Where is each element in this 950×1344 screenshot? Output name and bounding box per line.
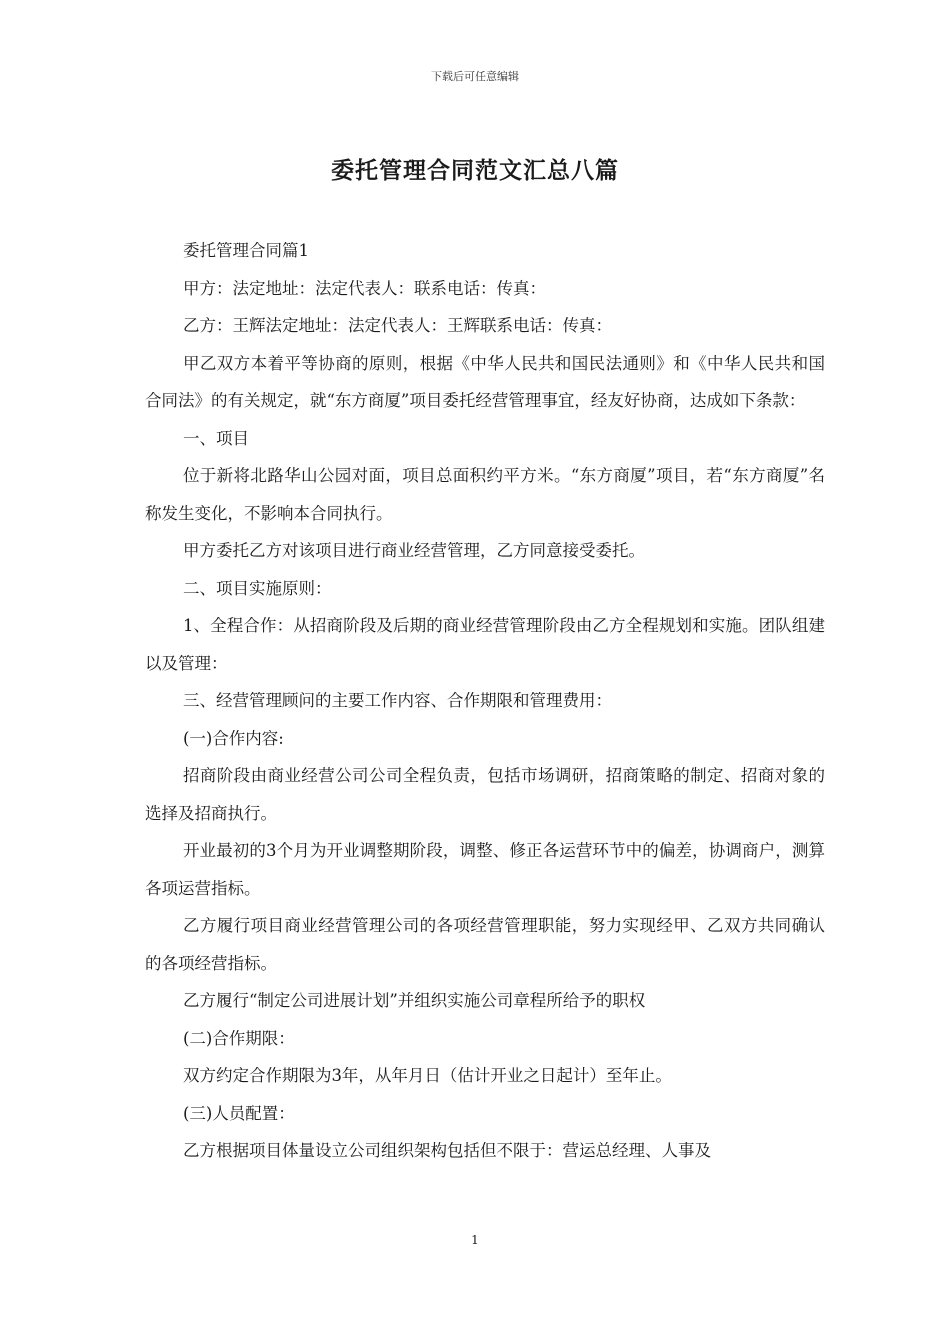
body-paragraph: 位于新将北路华山公园对面，项目总面积约平方米。“东方商厦”项目，若“东方商厦”名称发生变化，不影响本合同执行。 (145, 466, 825, 523)
party-a-line: 甲方：法定地址：法定代表人：联系电话：传真： (182, 278, 546, 298)
body-paragraph: 双方约定合作期限为3年，从年月日（估计开业之日起计）至年止。 (182, 1066, 672, 1085)
preamble-paragraph: 甲乙双方本着平等协商的原则，根据《中华人民共和国民法通则》和《中华人民共和国合同法》的有关规定，就“东方商厦”项目委托经营管理事宜，经友好协商，达成如下条款： (145, 353, 825, 410)
party-b-line: 乙方：王辉法定地址：法定代表人：王辉联系电话：传真： (182, 316, 612, 335)
body-paragraph: 乙方履行“制定公司进展计划”并组织实施公司章程所给予的职权 (182, 991, 646, 1010)
body-paragraph: 1、全程合作：从招商阶段及后期的商业经营管理阶段由乙方全程规划和实施。团队组建以及管理： (145, 616, 825, 673)
header-note: 下载后可任意编辑 (431, 70, 519, 83)
section-heading: 委托管理合同篇1 (182, 241, 309, 260)
document-title: 委托管理合同范文汇总八篇 (331, 157, 619, 184)
document-body (145, 232, 825, 1170)
body-paragraph: 乙方根据项目体量设立公司组织架构包括但不限于：营运总经理、人事及 (182, 1141, 711, 1160)
subclause-heading: (一)合作内容: (182, 728, 284, 748)
body-paragraph: 开业最初的3个月为开业调整期阶段，调整、修正各运营环节中的偏差，协调商户，测算各项运营指标。 (145, 841, 825, 898)
body-paragraph: 乙方履行项目商业经营管理公司的各项经营管理职能，努力实现经甲、乙双方共同确认的各项经营指标。 (145, 916, 825, 973)
body-paragraph: 招商阶段由商业经营公司公司全程负责，包括市场调研，招商策略的制定、招商对象的选择及招商执行。 (145, 766, 825, 823)
clause-heading: 一、项目 (182, 428, 249, 448)
subclause-heading: (二)合作期限： (182, 1028, 295, 1048)
body-paragraph: 甲方委托乙方对该项目进行商业经营管理，乙方同意接受委托。 (182, 541, 645, 560)
page-number: 1 (471, 1233, 479, 1247)
clause-heading: 三、经营管理顾问的主要工作内容、合作期限和管理费用： (182, 691, 612, 710)
clause-heading: 二、项目实施原则： (182, 578, 332, 598)
subclause-heading: (三)人员配置： (182, 1103, 295, 1123)
